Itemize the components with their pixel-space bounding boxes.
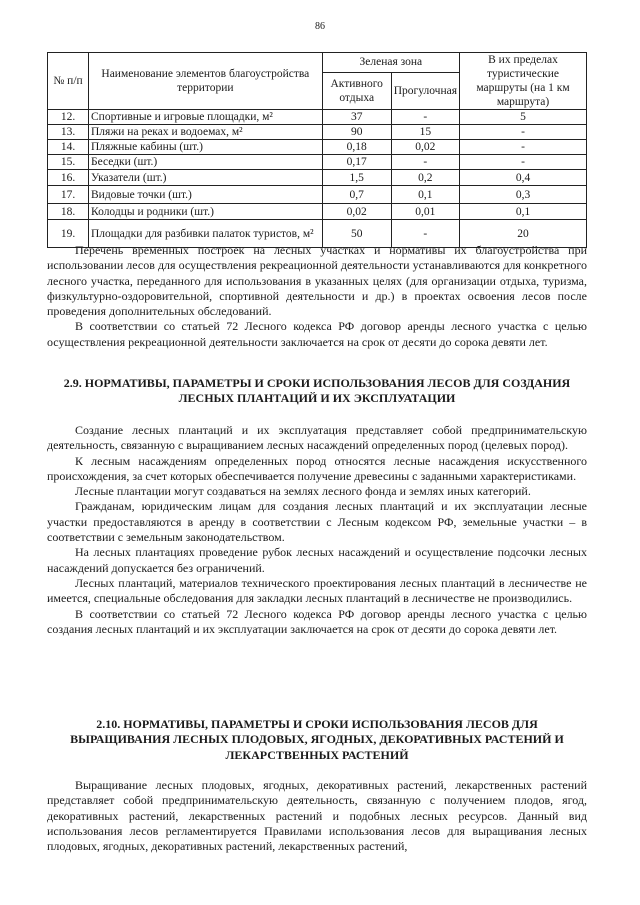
- header-walking: Прогулочная: [391, 72, 459, 109]
- row-tourist-route: 5: [460, 110, 587, 125]
- row-number: 14.: [48, 140, 89, 155]
- row-walking: -: [391, 155, 459, 170]
- row-active-rest: 0,02: [322, 204, 391, 220]
- row-number: 12.: [48, 110, 89, 125]
- paragraph: Лесные плантации могут создаваться на землях лесного фонда и землях иных категорий.: [75, 484, 531, 499]
- table-row: [48, 140, 587, 155]
- paragraph: В соответствии со статьей 72 Лесного кодекса РФ договор аренды лесного участка с целью осуществления рекреационной деятельности заключается на срок от десяти до сорока девяти лет.: [47, 319, 587, 349]
- table-row: [48, 186, 587, 204]
- row-active-rest: 0,7: [322, 186, 391, 204]
- row-number: 16.: [48, 170, 89, 186]
- row-active-rest: 0,18: [322, 140, 391, 155]
- row-name: Спортивные и игровые площадки, м²: [89, 110, 323, 125]
- row-active-rest: 0,17: [322, 155, 391, 170]
- row-active-rest: 1,5: [322, 170, 391, 186]
- row-number: 18.: [48, 204, 89, 220]
- row-tourist-route: 0,4: [460, 170, 587, 186]
- row-tourist-route: -: [460, 140, 587, 155]
- row-tourist-route: -: [460, 125, 587, 140]
- table-row: [48, 170, 587, 186]
- table-body: [48, 110, 587, 248]
- row-walking: 0,02: [391, 140, 459, 155]
- row-tourist-route: -: [460, 155, 587, 170]
- row-number: 19.: [48, 220, 89, 248]
- row-name: Видовые точки (шт.): [89, 186, 323, 204]
- header-green-zone: Зеленая зона: [322, 53, 459, 73]
- row-walking: 0,2: [391, 170, 459, 186]
- table-row: [48, 125, 587, 140]
- row-walking: -: [391, 220, 459, 248]
- paragraph: Гражданам, юридическим лицам для создания лесных плантаций и их эксплуатации лесные участки предоставляются в аренду в соответствии с Лесным кодексом РФ, земельные участки – в соответствии с земельным законодательством.: [47, 499, 587, 545]
- header-name: Наименование элементов благоустройства территории: [89, 53, 323, 110]
- row-active-rest: 50: [322, 220, 391, 248]
- section-heading-2-9: 2.9. НОРМАТИВЫ, ПАРАМЕТРЫ И СРОКИ ИСПОЛЬЗОВАНИЯ ЛЕСОВ ДЛЯ СОЗДАНИЯ ЛЕСНЫХ ПЛАНТАЦИЙ И ИХ ЭКСПЛУАТАЦИИ: [63, 376, 571, 406]
- paragraph: К лесным насаждениям определенных пород относятся лесные насаждения искусственного происхождения, за счет которых обеспечивается получение древесины с заданными характеристиками.: [47, 453, 587, 483]
- paragraph: Лесных плантаций, материалов технического проектирования лесных плантаций в лесничестве не имеется, специальные обследования для закладки лесных плантаций в лесничестве не производились.: [47, 575, 587, 606]
- norms-table: [47, 52, 587, 248]
- row-active-rest: 37: [322, 110, 391, 125]
- row-tourist-route: 0,3: [460, 186, 587, 204]
- row-number: 13.: [48, 125, 89, 140]
- row-walking: -: [391, 110, 459, 125]
- section-2-9-text: [47, 423, 587, 637]
- page-number: 86: [315, 21, 325, 32]
- row-tourist-route: 0,1: [460, 204, 587, 220]
- row-name: Указатели (шт.): [89, 170, 323, 186]
- paragraph: Создание лесных плантаций и их эксплуатация представляет собой предпринимательскую деятельность, связанную с выращиванием лесных насаждений определенных пород (целевых пород).: [47, 423, 587, 453]
- row-walking: 0,1: [391, 186, 459, 204]
- recreation-text: [47, 243, 587, 350]
- row-walking: 0,01: [391, 204, 459, 220]
- row-name: Пляжи на реках и водоемах, м²: [89, 125, 323, 140]
- section-heading-2-10: 2.10. НОРМАТИВЫ, ПАРАМЕТРЫ И СРОКИ ИСПОЛЬЗОВАНИЯ ЛЕСОВ ДЛЯ ВЫРАЩИВАНИЯ ЛЕСНЫХ ПЛОДОВЫХ, ЯГОДНЫХ, ДЕКОРАТИВНЫХ РАСТЕНИЙ И ЛЕКАРСТВЕННЫХ РАСТЕНИЙ: [70, 717, 564, 762]
- table-row: [48, 155, 587, 170]
- header-active-rest: Активного отдыха: [322, 72, 391, 109]
- table-row: [48, 204, 587, 220]
- row-tourist-route: 20: [460, 220, 587, 248]
- table-row: [48, 110, 587, 125]
- row-number: 15.: [48, 155, 89, 170]
- header-num: № п/п: [48, 53, 89, 110]
- row-name: Колодцы и родники (шт.): [89, 204, 323, 220]
- row-walking: 15: [391, 125, 459, 140]
- paragraph: На лесных плантациях проведение рубок лесных насаждений и осуществление подсочки лесных насаждений допускается без ограничений.: [47, 545, 587, 575]
- paragraph: Выращивание лесных плодовых, ягодных, декоративных растений, лекарственных растений представляет собой предпринимательскую деятельность, связанную с получением плодов, ягод, декоративных растений, лекарственных растений и подобных лесных ресурсов. Данный вид использования лесов регламентируется Правилами использования лесов для выращивания лесных плодовых, ягодных, декоративных растений, лекарственных растений,: [47, 778, 587, 854]
- row-number: 17.: [48, 186, 89, 204]
- row-name: Пляжные кабины (шт.): [89, 140, 323, 155]
- section-2-10-text: [47, 778, 587, 854]
- row-name: Площадки для разбивки палаток туристов, м²: [89, 220, 323, 248]
- paragraph: Перечень временных построек на лесных участках и нормативы их благоустройства при использовании лесов для осуществления рекреационной деятельности устанавливаются для конкретного лесного участка, переданного для использования в указанных целях (для организации отдыха, туризма, физкультурно-оздоровительной, спортивной деятельности и др.) в проектах освоения лесов после проведения дополнительных обследований.: [47, 243, 587, 319]
- paragraph: В соответствии со статьей 72 Лесного кодекса РФ договор аренды лесного участка с целью создания лесных плантаций и их эксплуатации заключается на срок от десяти до сорока девяти лет.: [47, 606, 587, 636]
- header-tourist-routes: В их пределах туристические маршруты (на 1 км маршрута): [460, 53, 587, 110]
- row-name: Беседки (шт.): [89, 155, 323, 170]
- row-active-rest: 90: [322, 125, 391, 140]
